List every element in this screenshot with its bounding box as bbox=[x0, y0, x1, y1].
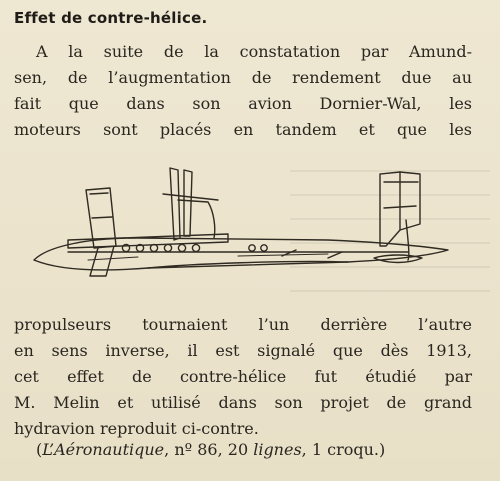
text-line: fait que dans son avion Dornier-Wal, les bbox=[14, 94, 472, 113]
section-heading: Effet de contre-hélice. bbox=[14, 9, 208, 27]
citation-paren: ( bbox=[36, 440, 43, 459]
citation-journal: L’Aéronautique bbox=[42, 440, 165, 459]
citation-rest: , 1 croqu.) bbox=[301, 440, 386, 459]
text-line: A la suite de la constatation par Amund- bbox=[36, 42, 472, 61]
citation-number: , nº 86, 20 bbox=[164, 440, 254, 459]
text-line: sen, de l’augmentation de rendement due au bbox=[14, 68, 472, 87]
text-line: moteurs sont placés en tandem et que les bbox=[14, 120, 472, 139]
text-line: propulseurs tournaient l’un derrière l’autre bbox=[14, 315, 472, 334]
seaplane-sketch bbox=[28, 160, 458, 300]
source-citation bbox=[36, 440, 385, 459]
text-line: en sens inverse, il est signalé que dès 1913, bbox=[14, 341, 472, 360]
paragraph-intro bbox=[14, 39, 472, 143]
text-line: M. Melin et utilisé dans son projet de grand bbox=[14, 393, 472, 412]
text-line: hydravion reproduit ci-contre. bbox=[14, 419, 259, 438]
citation-lines: lignes bbox=[253, 440, 302, 459]
paragraph-continued bbox=[14, 312, 472, 442]
text-line: cet effet de contre-hélice fut étudié par bbox=[14, 367, 472, 386]
